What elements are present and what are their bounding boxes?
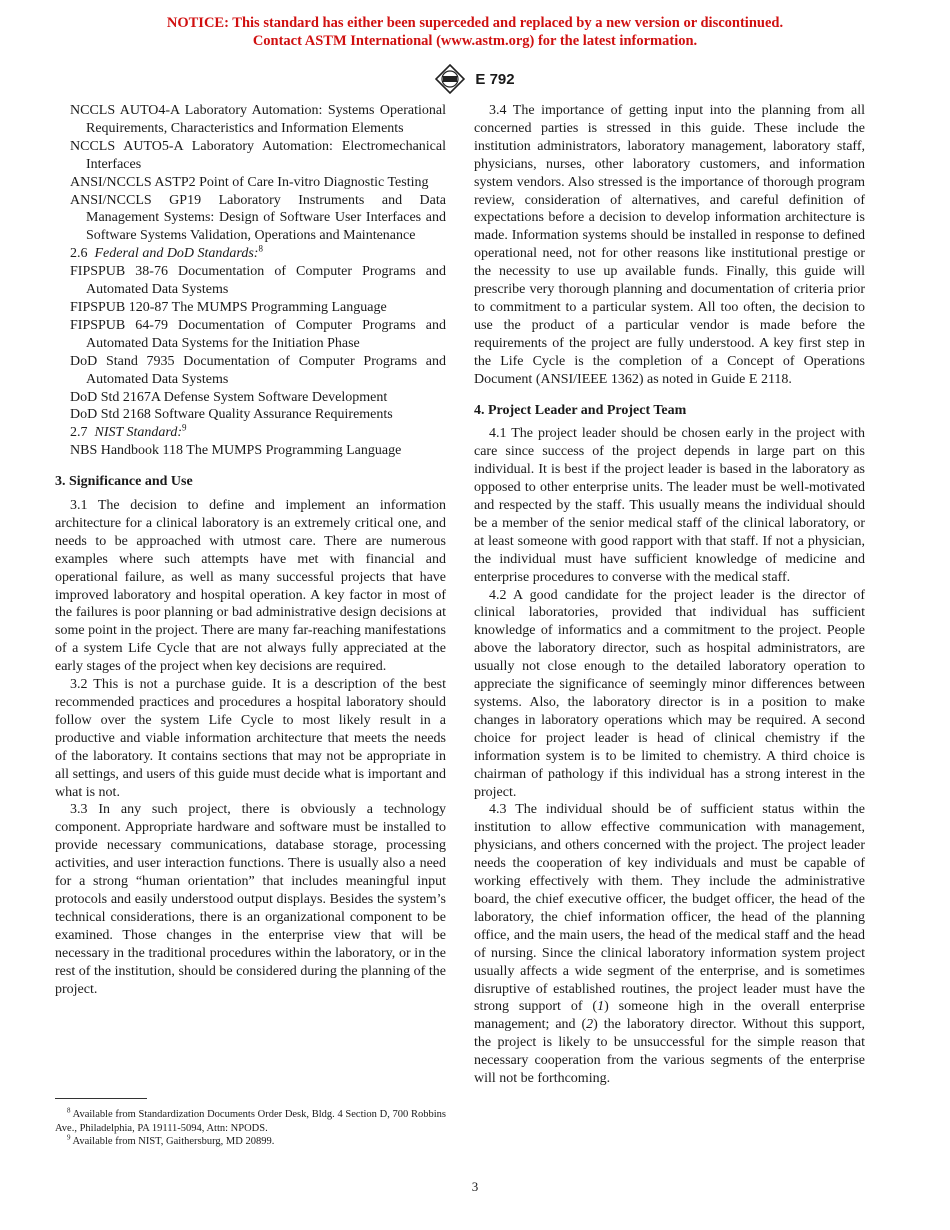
reference-item: FIPSPUB 38-76 Documentation of Computer Programs and Automated Data Systems [70, 264, 446, 298]
section-4-heading: 4. Project Leader and Project Team [474, 402, 687, 418]
subsection-2-7: 2.7 NIST Standard:$^9$ [70, 422, 187, 441]
reference-list-a [70, 102, 446, 245]
paragraph-3-3: 3.3 In any such project, there is obviously a technology component. Appropriate hardware and software must be installed to provide necessary communications, database storage, processing activities, and user interaction functions. There is usually also a need for a strong “human orientation” that includes meaningful input protocols and easily understood output displays. Besides the system’s technical considerations, there is an organizational component to be examined. Those changes in the enterprise view that will be necessary in the traditional procedures within the laboratory, or in the rest of the institution, should be considered during the planning of the project. [55, 802, 446, 997]
reference-item: ANSI/NCCLS ASTP2 Point of Care In-vitro Diagnostic Testing [70, 174, 429, 190]
paragraph-3-2: 3.2 This is not a purchase guide. It is a description of the best recommended practices and procedures a hospital laboratory should follow over the system Life Cycle to most likely result in a productive and viable information architecture that meets the needs of the laboratory. It contains sections that may not be appropriate in all settings, and users of this guide must decide what is important and what is not. [55, 677, 446, 800]
footnote-8: $^8$ Available from Standardization Documents Order Desk, Bldg. 4 Section D, 700 Robbins Ave., Philadelphia, PA 19111-5094, Attn: NPODS. [55, 1106, 447, 1134]
paragraph-4-2: 4.2 A good candidate for the project leader is the director of clinical laboratories, provided that individual has sufficient knowledge of informatics and a commitment to the project. People above the laboratory director, such as hospital administrators, are usually not close enough to the detailed laboratory operation to appreciate the significance of seemingly minor differences between systems. Also, the laboratory director is in a position to make changes in laboratory operations which may be required. A second choice for project leader is head of clinical chemistry if the information system is to be limited to chemistry. A third choice is chairman of pathology if this individual has a strong interest in the project. [474, 587, 865, 800]
notice-line-1: NOTICE: This standard has either been superceded and replaced by a new version or discontinued. [166, 15, 784, 31]
reference-item: DoD Stand 7935 Documentation of Computer Programs and Automated Data Systems [70, 353, 446, 387]
section-3-heading: 3. Significance and Use [55, 474, 193, 490]
reference-list-b [70, 263, 446, 424]
paragraph-4-3: 4.3 The individual should be of sufficient status within the institution to allow effective communication with management, physicians, and others concerned with the project. The project leader needs the cooperation of key individuals and must be capable of working effectively with them. They include the administrative board, the chief executive officer, the budget officer, the head of the laboratory, the chief information officer, the head of the planning office, and the main users, the head of the medical staff and the head of nursing. Since the clinical laboratory information system project usually affects a wide segment of the enterprise, and is sometimes disruptive of established routines, the project leader must have the strong support of (1) someone high in the overall enterprise management; and (2) the laboratory director. Without this support, the project is likely to be unsuccessful for the simple reason that necessary cooperation from the various segments of the enterprise will not be forthcoming. [474, 802, 866, 1087]
reference-item: NCCLS AUTO5-A Laboratory Automation: Electromechanical Interfaces [70, 138, 446, 172]
notice-banner [0, 14, 950, 50]
astm-logo-icon [435, 64, 465, 94]
paragraph-3-4: 3.4 The importance of getting input into the planning from all concerned parties is stressed in this guide. These include the institution administrators, laboratory management, laboratory staff, physicians, nurses, other laboratory customers, and information system vendors. Also stressed is the importance of thorough program review, consideration of alternatives, and careful definition of expectations before a decision to develop information architecture is made. Information systems should be installed in response to defined operational need, not for other reasons like institutional prestige or the necessity to use up available funds. Finally, this guide will prescribe very thorough planning and documentation of criteria prior to commitment to a particular system. All too often, the decision to use the product of a particular vendor is made before the requirements of the project are fully understood. A key first step in the Life Cycle is the completion of a Concept of Operations Document (ANSI/IEEE 1362) as noted in Guide E 2118. [474, 103, 865, 387]
paragraph-3-1: 3.1 The decision to define and implement an information architecture for a clinical laboratory is an extremely critical one, and needs to be approached with utmost care. There are numerous examples where such attempts have met with financial and operational failure, as well as many successful projects that have improved laboratory and hospital operation. A key factor in most of the failures is poor planning or bad administrative design decisions at some point in the project. There are many far-reaching manifestations of a system Life Cycle that are not always fully appreciated at the early stages of the project when key decisions are required. [55, 498, 446, 675]
footnotes [55, 1108, 446, 1149]
reference-list-c [70, 442, 446, 460]
reference-item: DoD Std 2168 Software Quality Assurance Requirements [70, 407, 393, 423]
subsection-2-6: 2.6 Federal and DoD Standards:$^8$ [70, 243, 263, 262]
reference-item: NCCLS AUTO4-A Laboratory Automation: Systems Operational Requirements, Characteristics and Information Elements [70, 103, 446, 136]
standard-designation: E 792 [475, 70, 515, 88]
footnote-divider [55, 1098, 147, 1099]
standard-header [0, 64, 950, 94]
reference-item: NBS Handbook 118 The MUMPS Programming Language [70, 443, 402, 459]
left-column [55, 102, 446, 998]
footnote-9: $^9$ Available from NIST, Gaithersburg, MD 20899. [67, 1133, 275, 1147]
reference-item: FIPSPUB 64-79 Documentation of Computer Programs and Automated Data Systems for the Initiation Phase [70, 317, 446, 351]
page-number: 3 [471, 1179, 479, 1194]
reference-item: FIPSPUB 120-87 The MUMPS Programming Language [70, 299, 387, 315]
right-column [474, 102, 865, 1088]
paragraph-4-1: 4.1 The project leader should be chosen early in the project with care since success of the project depends in large part on this individual. It is best if the project leader is based in the laboratory as opposed to other enterprise units. The leader must be well-motivated and respected by the staff. This usually means the individual should be a member of the senior medical staff of the clinical laboratory, or at least someone with good rapport with that staff. If not a physician, the individual must have sufficient knowledge of medicine and enterprise procedures to converse with the medical staff. [474, 426, 865, 585]
reference-item: ANSI/NCCLS GP19 Laboratory Instruments and Data Management Systems: Design of Software User Interfaces and Software Systems Validation, Operations and Maintenance [70, 192, 446, 244]
reference-item: DoD Std 2167A Defense System Software Development [70, 389, 388, 405]
notice-line-2: Contact ASTM International (www.astm.org) for the latest information. [252, 33, 698, 49]
